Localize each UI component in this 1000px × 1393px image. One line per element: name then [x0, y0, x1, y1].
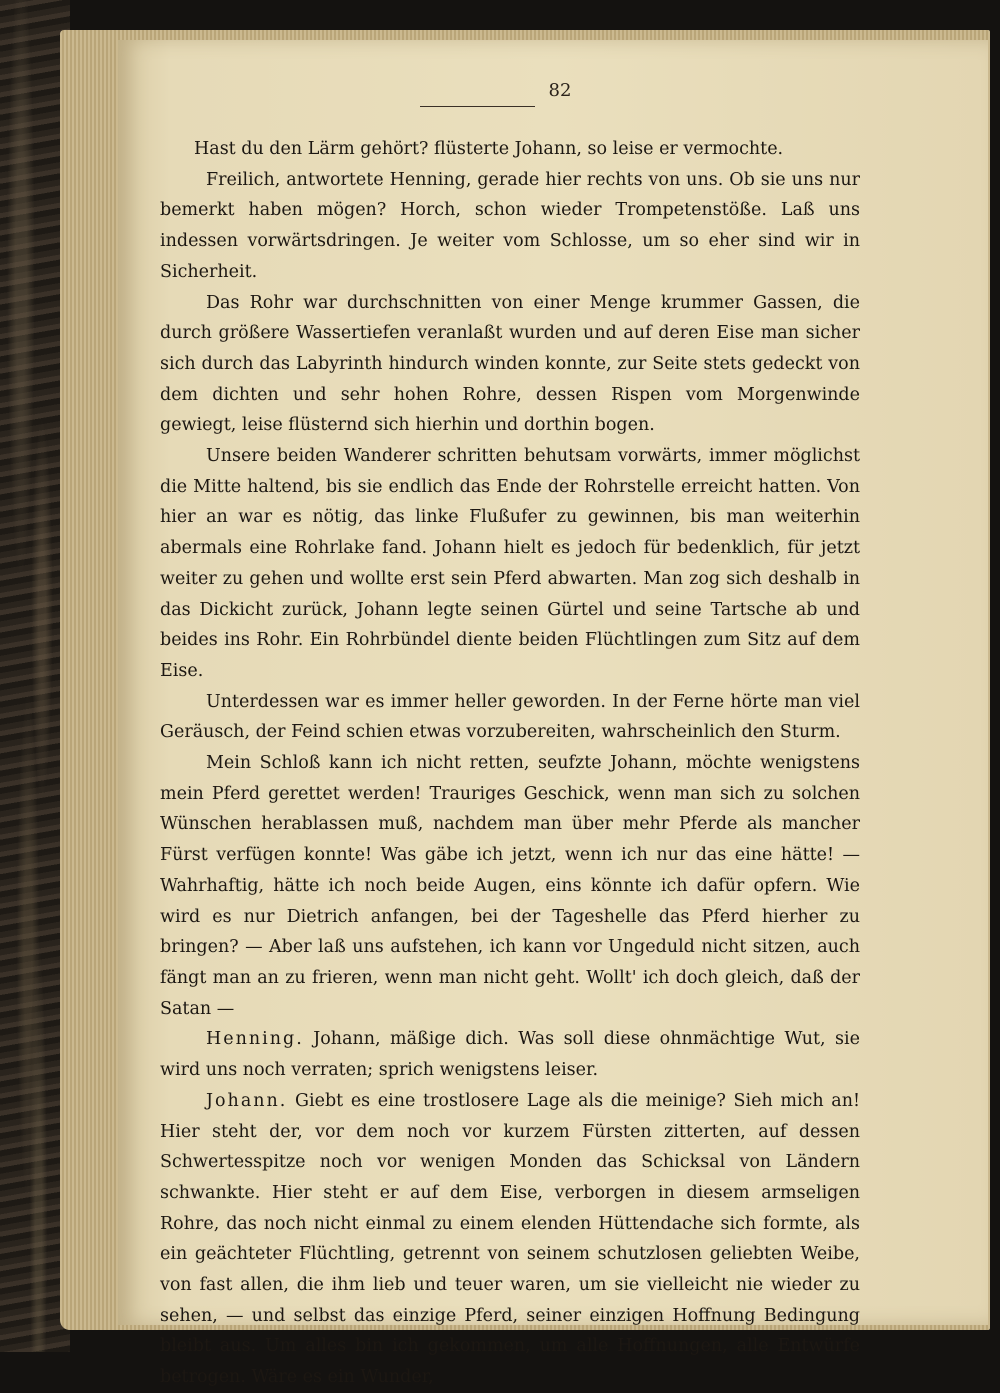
paragraph: Das Rohr war durchschnitten von einer Menge krummer Gassen, die durch größere Wassertiefen veranlaßt wurden und auf deren Eise man sicher sich durch das Labyrinth hindurch winden konnte, zur Seite stets gedeckt von dem dichten und sehr hohen Rohre, dessen Rispen vom Morgenwinde gewiegt, leise flüsternd sich hierhin und dorthin bogen. [160, 292, 860, 436]
speaker-name: Johann. [206, 1090, 288, 1111]
paragraph: Unsere beiden Wanderer schritten behutsam vorwärts, immer möglichst die Mitte haltend, bis sie endlich das Ende der Rohrstelle erreicht hatten. Von hier an war es nötig, das linke Flußufer zu gewinnen, bis man weiterhin abermals eine Rohrlake fand. Johann hielt es jedoch für bedenklich, für jetzt weiter zu gehen und wollte erst sein Pferd abwarten. Man zog sich deshalb in das Dickicht zurück, Johann legte seinen Gürtel und seine Tartsche ab und beides ins Rohr. Ein Rohrbündel diente beiden Flüchtlingen zum Sitz auf dem Eise. [160, 446, 860, 681]
paragraph: Unterdessen war es immer heller geworden. In der Ferne hörte man viel Geräusch, der Feind schien etwas vorzubereiten, wahrscheinlich den Sturm. [160, 691, 860, 743]
paragraph: Freilich, antwortete Henning, gerade hier rechts von uns. Ob sie uns nur bemerkt haben mögen? Horch, schon wieder Trompetenstöße. Laß uns indessen vorwärtsdringen. Je weiter vom Schlosse, um so eher sind wir in Sicherheit. [160, 169, 860, 282]
paragraph [160, 1024, 860, 1085]
paragraph [160, 1086, 860, 1393]
speech-text: Giebt es eine trostlosere Lage als die meinige? Sieh mich an! Hier steht der, vor dem noch vor kurzem Fürsten zitterten, auf dessen Schwertesspitze noch vor wenigen Monden das Schicksal von Ländern schwankte. Hier steht er auf dem Eise, verborgen in diesem armseligen Rohre, das noch nicht einmal zu einem elenden Hüttendache sich formte, als ein geächteter Flüchtling, getrennt von seinem schutzlosen geliebten Weibe, von fast allen, die ihm lieb und teuer waren, um sie vielleicht nie wieder zu sehen, — und selbst das einzige Pferd, seiner einzigen Hoffnung Bedingung bleibt aus. Um alles bin ich gekommen, um alle Hoffnungen, alle Entwürfe betrogen. Wäre es ein Wunder, [160, 1090, 860, 1388]
speaker-name: Henning. [206, 1029, 304, 1050]
body-text [160, 134, 860, 1393]
paragraph: Hast du den Lärm gehört? flüsterte Johann, so leise er vermochte. [194, 139, 784, 159]
page-number: 82 [548, 80, 572, 101]
paragraph: Mein Schloß kann ich nicht retten, seufzte Johann, möchte wenigstens mein Pferd gerettet werden! Trauriges Geschick, wenn man sich zu solchen Wünschen herablassen muß, nachdem man über mehr Pferde als mancher Fürst verfügen konnte! Was gäbe ich jetzt, wenn ich nur das eine hätte! — Wahrhaftig, hätte ich noch beide Augen, eins könnte ich dafür opfern. Wie wird es nur Dietrich anfangen, bei der Tageshelle das Pferd hierher zu bringen? — Aber laß uns aufstehen, ich kann vor Ungeduld nicht sitzen, auch fängt man an zu frieren, wenn man nicht geht. Wollt' ich doch gleich, daß der Satan — [160, 753, 860, 1019]
page-number-rule [420, 106, 535, 107]
speech-text: Johann, mäßige dich. Was soll diese ohnmächtige Wut, sie wird uns noch verraten; sprich wenigstens leiser. [160, 1029, 860, 1081]
